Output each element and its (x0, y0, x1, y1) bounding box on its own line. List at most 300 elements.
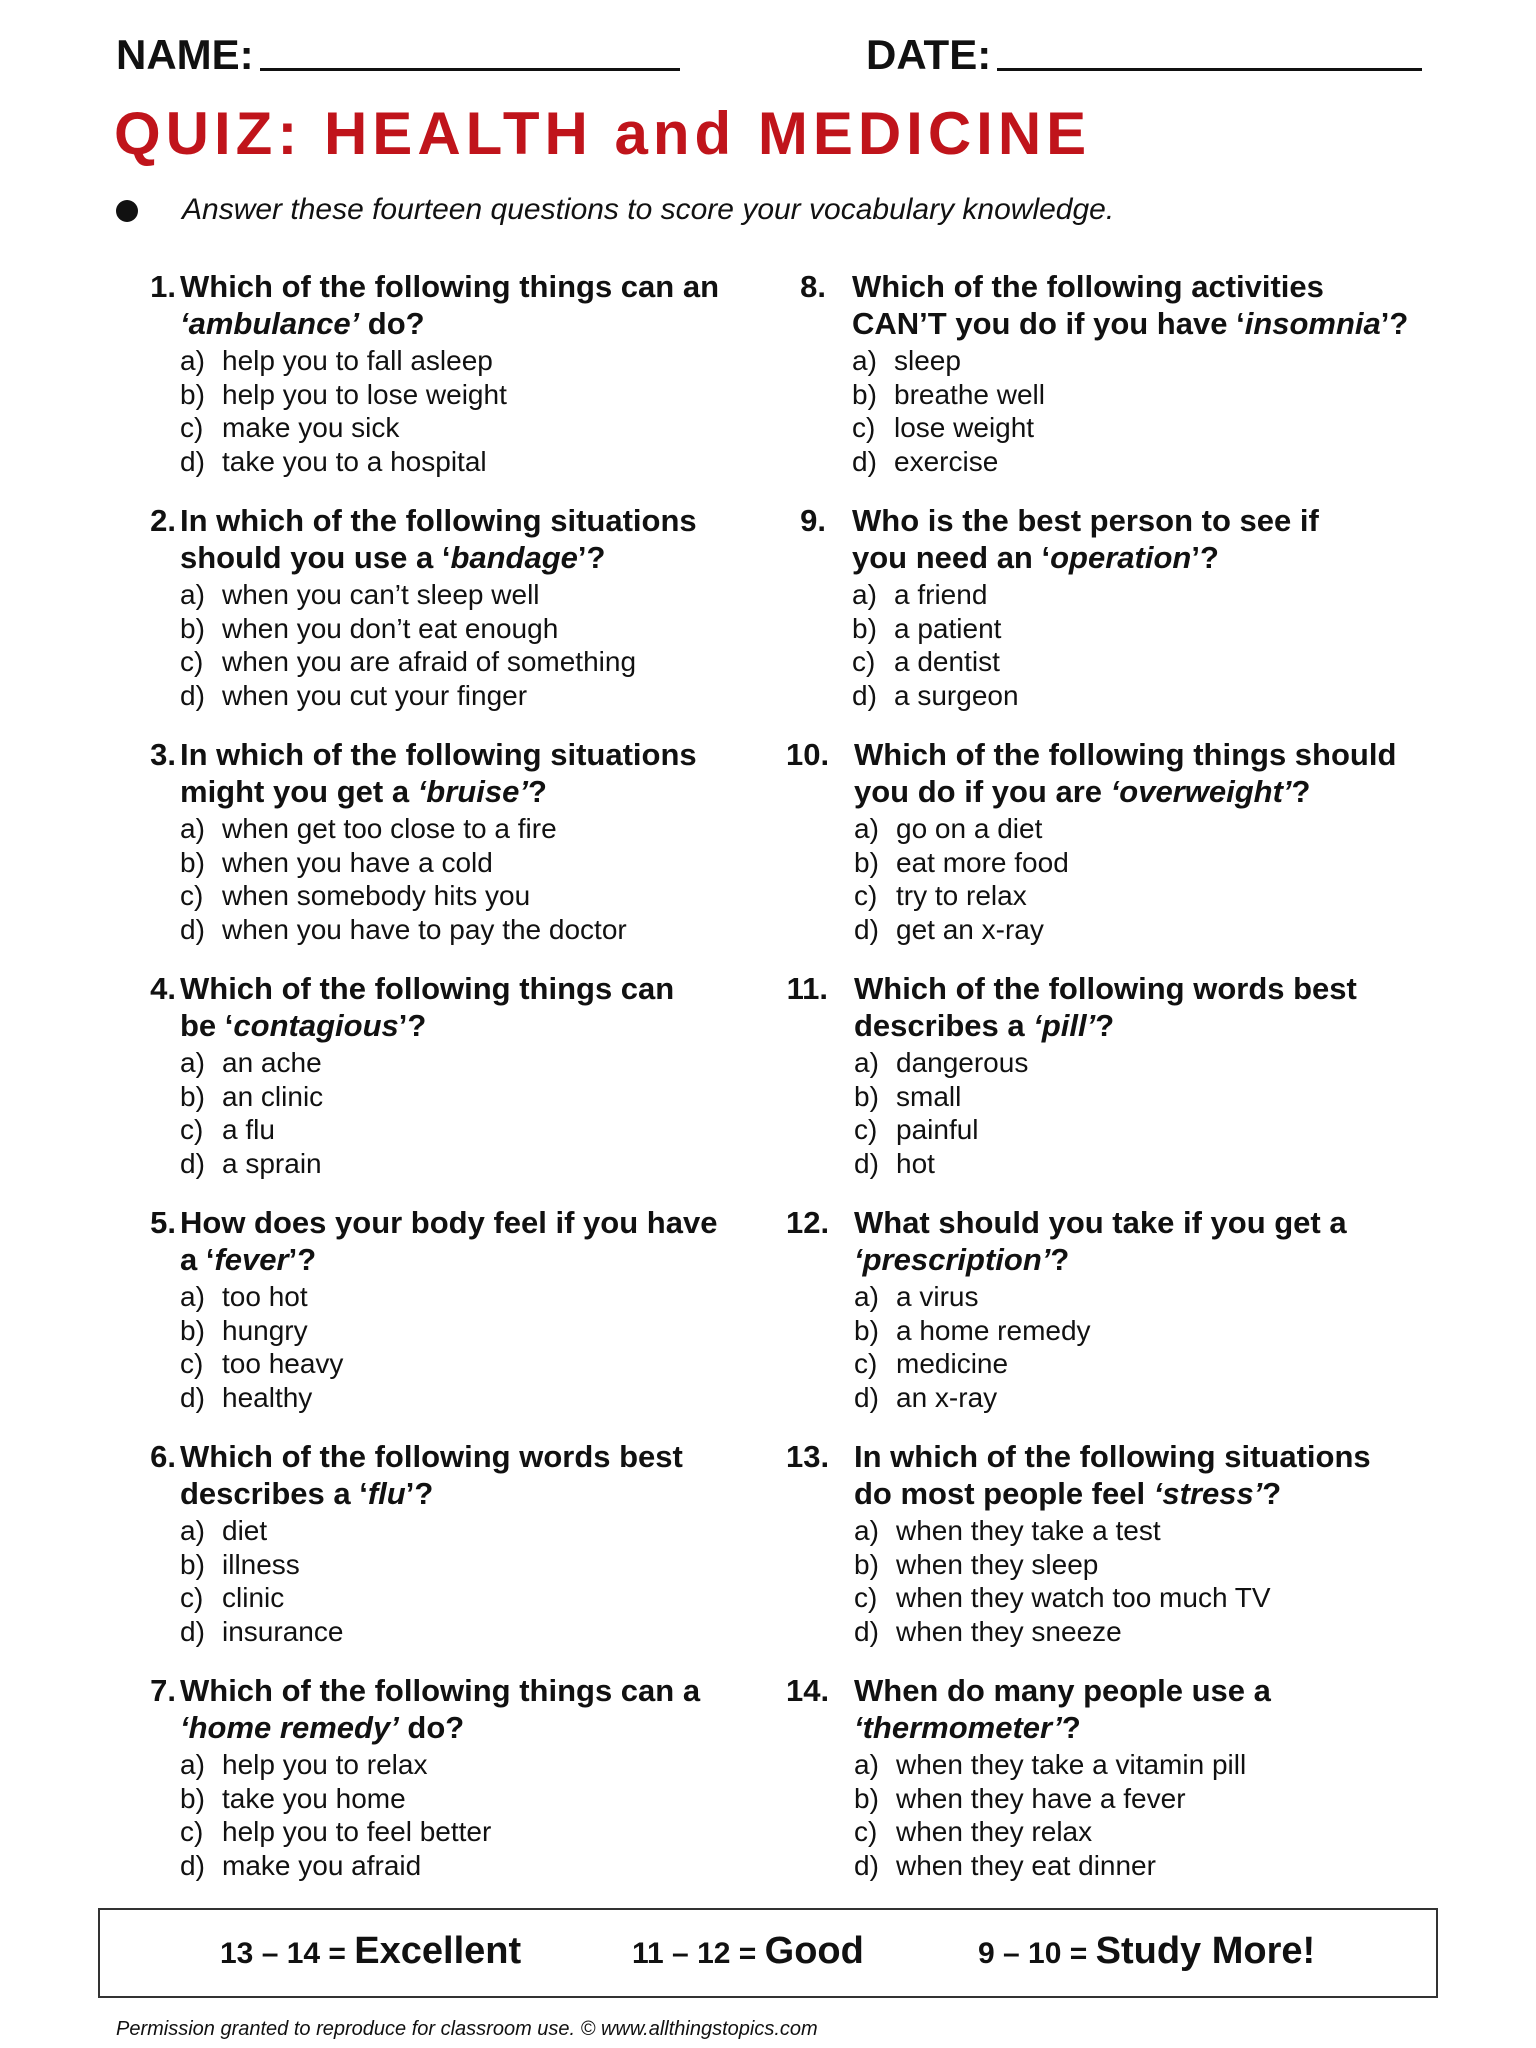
option-text: make you afraid (222, 1849, 422, 1881)
question-body (180, 1672, 780, 1882)
answer-option (852, 344, 1452, 378)
option-text: go on a diet (896, 813, 1043, 844)
score-label: Study More! (1095, 1930, 1316, 1972)
answer-option (180, 913, 780, 947)
scoring-box (98, 1908, 1438, 1998)
vocab-term: insomnia (1244, 306, 1381, 341)
option-text: a patient (894, 612, 1002, 644)
instructions-text: Answer these fourteen questions to score your vocabulary knowledge. (182, 193, 1115, 226)
option-letter: b) (180, 846, 205, 878)
answer-options (180, 344, 780, 478)
question-body (854, 736, 1454, 946)
question-text (852, 502, 1452, 576)
header-row (116, 28, 1436, 88)
option-text: when you have to pay the doctor (222, 913, 627, 945)
option-text: sleep (894, 345, 961, 376)
option-text: when they relax (896, 1816, 1093, 1848)
answer-option (852, 445, 1452, 479)
question-number: 5. (150, 1205, 176, 1240)
answer-option (852, 578, 1452, 612)
question-post: ’? (1380, 306, 1409, 341)
score-range: 13 – 14 = (220, 1937, 355, 1970)
question-line: Which of the following activities (852, 269, 1324, 304)
option-letter: d) (854, 1615, 879, 1647)
option-letter: d) (180, 1849, 205, 1881)
score-label: Good (764, 1930, 864, 1972)
question-line-2 (852, 539, 1452, 576)
vocab-term: ‘home remedy’ (180, 1710, 399, 1745)
question-body (180, 970, 780, 1180)
option-letter: c) (854, 1348, 878, 1380)
question-post: ’? (405, 1476, 434, 1511)
option-letter: d) (854, 1147, 879, 1179)
option-text: hungry (222, 1314, 308, 1346)
answer-option (180, 1147, 780, 1181)
score-range: 9 – 10 = (978, 1937, 1096, 1970)
vocab-term: ‘pill’ (1033, 1008, 1096, 1043)
answer-option (180, 1113, 780, 1147)
answer-option (854, 1748, 1454, 1782)
question-number: 8. (800, 269, 826, 304)
option-text: help you to relax (222, 1749, 428, 1780)
option-text: diet (222, 1515, 268, 1546)
answer-option (180, 1782, 780, 1816)
questions-column-left (116, 268, 786, 1906)
question-line-2 (180, 305, 780, 342)
question-body (180, 502, 780, 712)
option-text: when you cut your finger (222, 679, 528, 711)
option-text: when get too close to a fire (222, 813, 557, 844)
option-letter: a) (854, 1281, 879, 1312)
option-letter: b) (180, 1314, 205, 1346)
option-letter: c) (180, 1816, 204, 1848)
answer-option (854, 1815, 1454, 1849)
question-line-2 (854, 773, 1454, 810)
answer-option (854, 1514, 1454, 1548)
question-post: ? (1061, 1710, 1081, 1745)
option-letter: d) (180, 679, 205, 711)
answer-option (854, 1347, 1454, 1381)
option-letter: d) (854, 1381, 879, 1413)
answer-option (854, 1046, 1454, 1080)
answer-option (180, 1046, 780, 1080)
option-text: when you are afraid of something (222, 646, 637, 678)
question-body (852, 502, 1452, 712)
answer-option (852, 679, 1452, 713)
question-11 (786, 970, 1456, 1204)
option-letter: d) (852, 679, 877, 711)
option-letter: a) (854, 1749, 879, 1780)
answer-options (854, 1046, 1454, 1180)
answer-options (854, 1280, 1454, 1414)
question-line: What should you take if you get a (854, 1205, 1347, 1240)
question-1 (116, 268, 786, 502)
option-text: an clinic (222, 1080, 324, 1112)
option-letter: a) (854, 1515, 879, 1546)
question-pre: you do if you are (854, 774, 1111, 809)
option-text: when they sleep (896, 1548, 1099, 1580)
vocab-term: bandage (450, 540, 578, 575)
answer-option (180, 1314, 780, 1348)
answer-option (854, 1147, 1454, 1181)
option-letter: a) (180, 1515, 205, 1546)
question-10 (786, 736, 1456, 970)
option-text: make you sick (222, 412, 400, 444)
question-post: ? (1291, 774, 1311, 809)
answer-option (180, 411, 780, 445)
option-letter: a) (854, 813, 879, 844)
answer-option (852, 612, 1452, 646)
answer-option (854, 1381, 1454, 1415)
answer-options (180, 1748, 780, 1882)
question-post: do? (398, 1710, 465, 1745)
option-letter: d) (180, 445, 205, 477)
question-line: In which of the following situations (854, 1439, 1371, 1474)
answer-option (180, 1815, 780, 1849)
question-post: ’? (577, 540, 606, 575)
option-letter: b) (854, 1782, 879, 1814)
option-text: an ache (222, 1047, 322, 1078)
option-letter: c) (180, 880, 204, 912)
question-6 (116, 1438, 786, 1672)
question-text (180, 1672, 780, 1746)
score-range: 11 – 12 = (632, 1937, 765, 1970)
vocab-term: operation (1050, 540, 1192, 575)
question-number: 3. (150, 737, 176, 772)
question-pre: be ‘ (180, 1008, 234, 1043)
question-post: ? (527, 774, 547, 809)
answer-option (854, 812, 1454, 846)
option-letter: c) (180, 1114, 204, 1146)
option-text: eat more food (896, 846, 1069, 878)
question-14 (786, 1672, 1456, 1906)
question-text (854, 1672, 1454, 1746)
question-line-2 (180, 539, 780, 576)
answer-option (180, 612, 780, 646)
question-number: 7. (150, 1673, 176, 1708)
question-post: ? (1262, 1476, 1282, 1511)
question-line: Which of the following words best (180, 1439, 683, 1474)
answer-option (854, 1548, 1454, 1582)
question-pre: describes a ‘ (180, 1476, 368, 1511)
answer-option (180, 344, 780, 378)
option-text: when you can’t sleep well (222, 579, 540, 610)
answer-option (180, 1581, 780, 1615)
option-text: when you have a cold (222, 846, 493, 878)
question-body (854, 1672, 1454, 1882)
answer-option (180, 1280, 780, 1314)
question-body (180, 736, 780, 946)
question-number: 2. (150, 503, 176, 538)
bullet-icon (116, 200, 138, 222)
answer-option (180, 879, 780, 913)
question-line: In which of the following situations (180, 737, 697, 772)
option-letter: c) (854, 1582, 878, 1614)
vocab-term: contagious (233, 1008, 399, 1043)
question-body (180, 1438, 780, 1648)
option-letter: c) (852, 412, 876, 444)
question-number: 11. (786, 971, 828, 1006)
answer-option (854, 1782, 1454, 1816)
option-letter: d) (852, 445, 877, 477)
option-text: when they watch too much TV (896, 1582, 1271, 1614)
answer-options (180, 812, 780, 946)
option-text: medicine (896, 1348, 1009, 1380)
question-2 (116, 502, 786, 736)
answer-option (854, 1080, 1454, 1114)
option-letter: b) (854, 1314, 879, 1346)
answer-options (180, 578, 780, 712)
answer-option (854, 846, 1454, 880)
question-text (854, 970, 1454, 1044)
question-8 (786, 268, 1456, 502)
option-letter: d) (180, 913, 205, 945)
name-blank-line (260, 28, 680, 71)
option-letter: a) (854, 1047, 879, 1078)
question-9 (786, 502, 1456, 736)
date-label: DATE: (866, 31, 992, 78)
question-3 (116, 736, 786, 970)
option-text: clinic (222, 1582, 285, 1614)
score-study-more (978, 1930, 1315, 1973)
question-12 (786, 1204, 1456, 1438)
option-text: take you to a hospital (222, 445, 487, 477)
option-text: take you home (222, 1782, 406, 1814)
option-letter: c) (180, 646, 204, 678)
answer-option (180, 1080, 780, 1114)
question-line-2 (180, 1241, 780, 1278)
option-text: help you to lose weight (222, 378, 507, 410)
option-letter: b) (852, 378, 877, 410)
question-body (854, 970, 1454, 1180)
question-body (180, 1204, 780, 1414)
answer-option (854, 1314, 1454, 1348)
option-letter: d) (854, 1849, 879, 1881)
question-text (854, 1438, 1454, 1512)
option-text: insurance (222, 1615, 344, 1647)
answer-option (180, 1849, 780, 1883)
option-letter: d) (180, 1147, 205, 1179)
vocab-term: ‘thermometer’ (854, 1710, 1062, 1745)
footer-permission: Permission granted to reproduce for classroom use. © www.allthingstopics.com (116, 2018, 818, 2040)
answer-option (854, 1581, 1454, 1615)
question-line: Which of the following things should (854, 737, 1397, 772)
question-post: do? (359, 306, 425, 341)
option-letter: a) (180, 579, 205, 610)
vocab-term: flu (367, 1476, 406, 1511)
option-letter: c) (854, 880, 878, 912)
question-line-2 (180, 1007, 780, 1044)
name-label: NAME: (116, 31, 254, 78)
option-letter: a) (852, 579, 877, 610)
question-line: How does your body feel if you have (180, 1205, 718, 1240)
answer-options (854, 1748, 1454, 1882)
vocab-term: ‘stress’ (1153, 1476, 1263, 1511)
score-label: Excellent (354, 1930, 522, 1972)
question-line: Which of the following things can a (180, 1673, 701, 1708)
question-pre: might you get a (180, 774, 418, 809)
option-letter: a) (180, 345, 205, 376)
answer-option (180, 846, 780, 880)
option-letter: c) (854, 1816, 878, 1848)
option-text: a flu (222, 1114, 275, 1146)
question-post: ? (1095, 1008, 1115, 1043)
option-text: a virus (896, 1281, 979, 1312)
option-text: try to relax (896, 880, 1027, 912)
question-number: 13. (786, 1439, 830, 1474)
question-pre: should you use a ‘ (180, 540, 451, 575)
question-line-2 (854, 1709, 1454, 1746)
answer-options (854, 812, 1454, 946)
question-line: Which of the following things can (180, 971, 675, 1006)
answer-option (180, 378, 780, 412)
question-number: 14. (786, 1673, 830, 1708)
question-number: 1. (150, 269, 176, 304)
question-pre: CAN’T you do if you have ‘ (852, 306, 1245, 341)
score-good (632, 1930, 864, 1973)
option-text: when they take a vitamin pill (896, 1749, 1247, 1780)
option-letter: b) (852, 612, 877, 644)
question-number: 12. (786, 1205, 830, 1240)
option-text: dangerous (896, 1047, 1029, 1078)
option-text: an x-ray (896, 1381, 998, 1413)
name-field (116, 28, 680, 81)
question-number: 4. (150, 971, 176, 1006)
question-line: Which of the following words best (854, 971, 1357, 1006)
answer-option (180, 1381, 780, 1415)
option-letter: a) (180, 1281, 205, 1312)
questions-column-right (786, 268, 1456, 1906)
question-line-2 (854, 1007, 1454, 1044)
option-text: too heavy (222, 1348, 344, 1380)
answer-option (854, 1849, 1454, 1883)
option-letter: b) (854, 846, 879, 878)
option-letter: a) (180, 1749, 205, 1780)
question-line-2 (854, 1475, 1454, 1512)
date-field (866, 28, 1422, 81)
option-letter: b) (180, 1782, 205, 1814)
option-letter: a) (180, 1047, 205, 1078)
score-excellent (220, 1930, 521, 1973)
question-line-2 (180, 1475, 780, 1512)
answer-option (854, 1615, 1454, 1649)
question-line: When do many people use a (854, 1673, 1271, 1708)
question-number: 10. (786, 737, 830, 772)
option-text: a dentist (894, 646, 1000, 678)
question-line: In which of the following situations (180, 503, 697, 538)
vocab-term: ‘overweight’ (1110, 774, 1292, 809)
question-line: Who is the best person to see if (852, 503, 1319, 538)
option-letter: d) (180, 1381, 205, 1413)
question-pre: a ‘ (180, 1242, 215, 1277)
quiz-title: QUIZ: HEALTH and MEDICINE (114, 100, 1092, 167)
answer-options (180, 1280, 780, 1414)
answer-option (854, 1113, 1454, 1147)
answer-option (852, 645, 1452, 679)
option-text: help you to feel better (222, 1816, 492, 1848)
question-body (854, 1438, 1454, 1648)
question-number: 6. (150, 1439, 176, 1474)
answer-options (180, 1514, 780, 1648)
question-4 (116, 970, 786, 1204)
option-letter: b) (180, 612, 205, 644)
option-letter: b) (180, 1080, 205, 1112)
answer-option (180, 445, 780, 479)
question-text (180, 268, 780, 342)
option-text: healthy (222, 1381, 313, 1413)
question-post: ? (1050, 1242, 1070, 1277)
date-blank-line (997, 28, 1422, 71)
option-letter: c) (180, 412, 204, 444)
question-line-2 (852, 305, 1452, 342)
question-body (852, 268, 1452, 478)
question-body (854, 1204, 1454, 1414)
question-text (180, 736, 780, 810)
question-line: Which of the following things can an (180, 269, 720, 304)
question-text (854, 1204, 1454, 1278)
answer-options (852, 344, 1452, 478)
option-text: when they take a test (896, 1515, 1161, 1546)
option-letter: c) (180, 1582, 204, 1614)
vocab-term: ‘prescription’ (854, 1242, 1051, 1277)
question-text (180, 1438, 780, 1512)
option-text: painful (896, 1114, 979, 1146)
option-text: a home remedy (896, 1314, 1091, 1346)
answer-option (180, 1548, 780, 1582)
option-text: small (896, 1080, 962, 1112)
question-body (180, 268, 780, 478)
option-letter: d) (854, 913, 879, 945)
question-post: ’? (1191, 540, 1219, 575)
option-text: when they sneeze (896, 1615, 1122, 1647)
option-text: hot (896, 1147, 935, 1179)
option-letter: a) (180, 813, 205, 844)
answer-option (180, 1748, 780, 1782)
question-text (180, 502, 780, 576)
option-text: exercise (894, 445, 999, 477)
answer-option (854, 879, 1454, 913)
option-text: too hot (222, 1281, 308, 1312)
answer-option (852, 411, 1452, 445)
option-letter: c) (180, 1348, 204, 1380)
answer-option (854, 913, 1454, 947)
question-5 (116, 1204, 786, 1438)
option-text: help you to fall asleep (222, 345, 493, 376)
answer-option (180, 679, 780, 713)
question-post: ’? (398, 1008, 427, 1043)
option-letter: b) (854, 1548, 879, 1580)
question-7 (116, 1672, 786, 1906)
answer-options (854, 1514, 1454, 1648)
question-text (180, 1204, 780, 1278)
option-letter: b) (180, 378, 205, 410)
option-letter: c) (854, 1114, 878, 1146)
option-text: lose weight (894, 412, 1035, 444)
answer-option (180, 1514, 780, 1548)
option-letter: a) (852, 345, 877, 376)
vocab-term: ‘bruise’ (417, 774, 528, 809)
option-text: illness (222, 1548, 300, 1580)
question-13 (786, 1438, 1456, 1672)
vocab-term: fever (214, 1242, 289, 1277)
question-number: 9. (800, 503, 826, 538)
answer-option (180, 1615, 780, 1649)
option-text: breathe well (894, 378, 1045, 410)
question-text (180, 970, 780, 1044)
option-letter: b) (180, 1548, 205, 1580)
answer-option (854, 1280, 1454, 1314)
answer-option (180, 812, 780, 846)
